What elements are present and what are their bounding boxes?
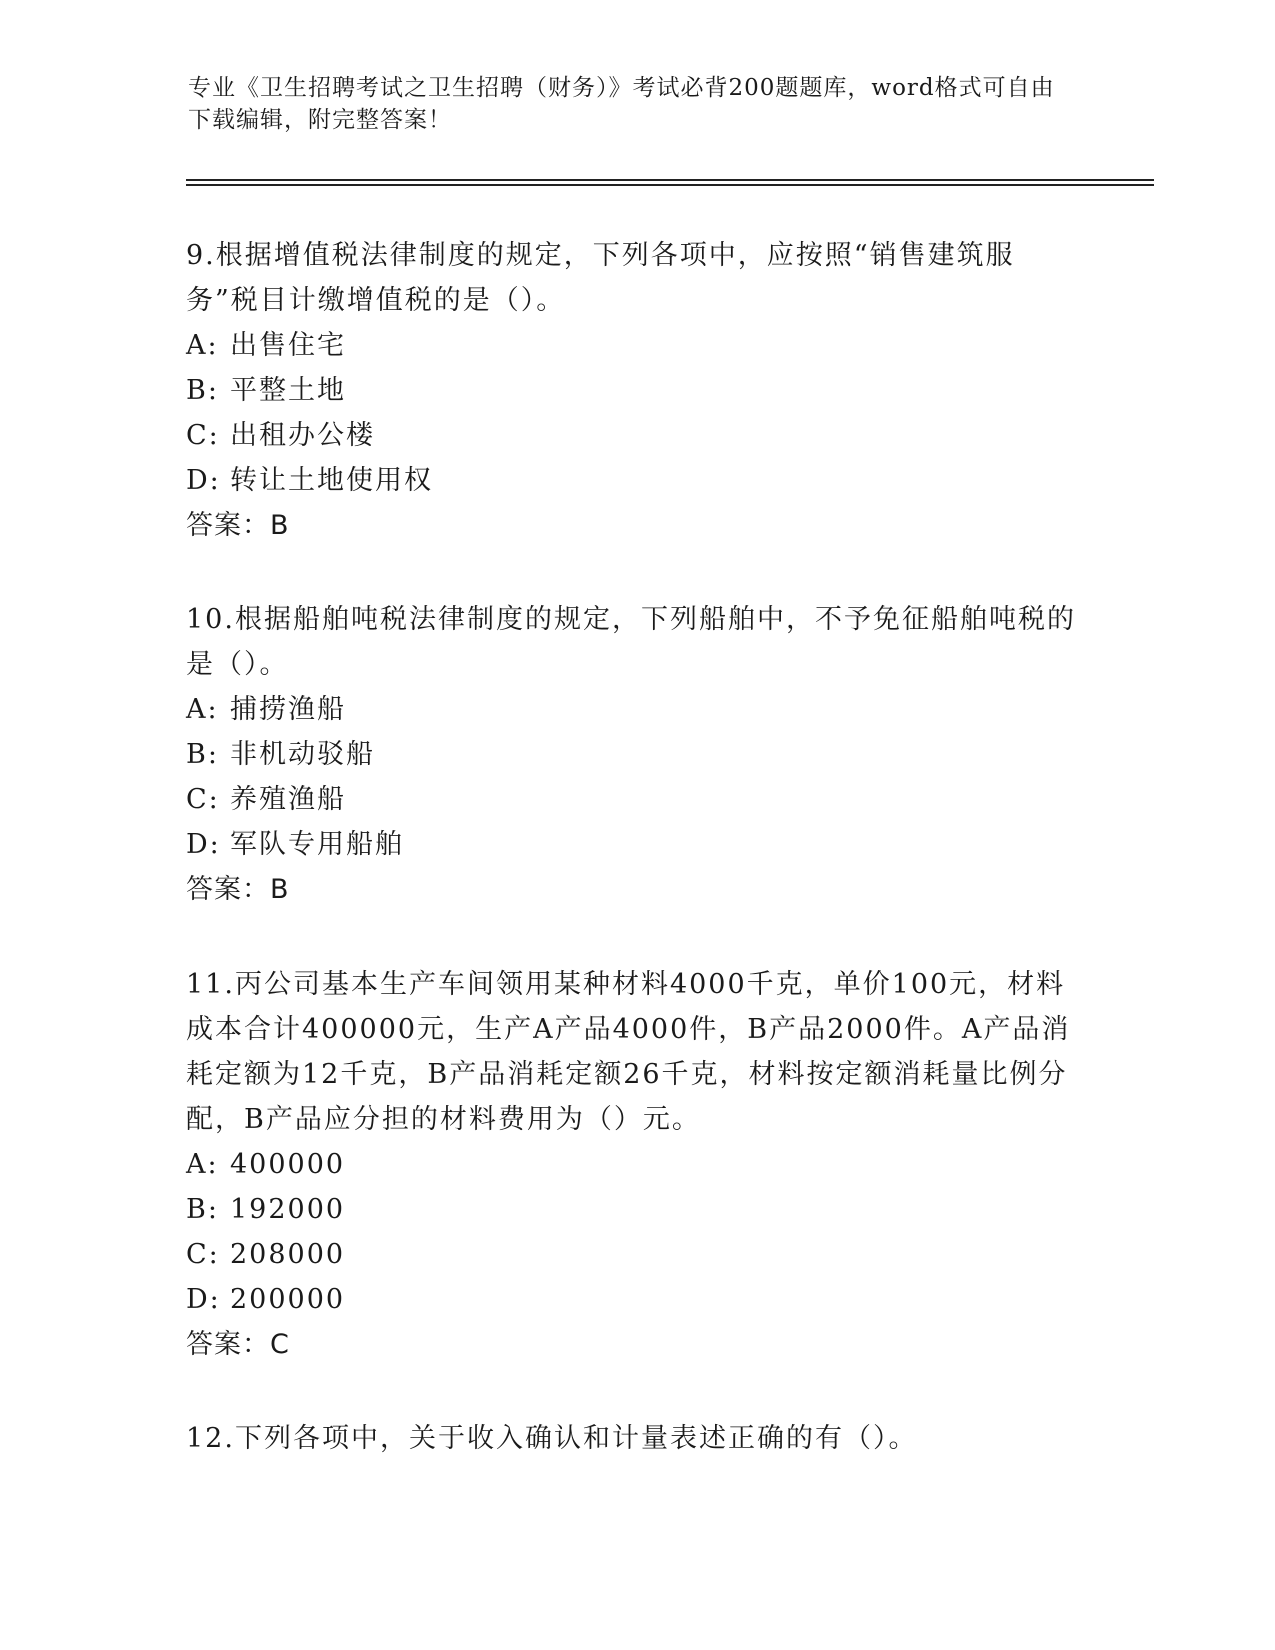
option-key: A: xyxy=(186,1149,219,1180)
option-list xyxy=(186,323,1086,503)
option-key: B: xyxy=(186,1194,219,1225)
option-key: A: xyxy=(186,694,219,725)
option-list xyxy=(186,1142,1086,1322)
question-12 xyxy=(186,1416,1086,1461)
option-text: 平整土地 xyxy=(230,375,346,406)
option-key: D: xyxy=(186,465,221,496)
option-key: D: xyxy=(186,829,221,860)
option-d xyxy=(186,1277,1086,1322)
answer-line: 答案：B xyxy=(186,510,290,541)
option-a xyxy=(186,1142,1086,1187)
option-a xyxy=(186,323,1086,368)
option-text: 非机动驳船 xyxy=(230,739,375,770)
answer-line: 答案：B xyxy=(186,874,290,905)
option-text: 军队专用船舶 xyxy=(230,829,404,860)
option-key: C: xyxy=(186,1239,220,1270)
option-text: 养殖渔船 xyxy=(230,784,346,815)
option-d xyxy=(186,822,1086,867)
question-10 xyxy=(186,597,1086,912)
document-header: 专业《卫生招聘考试之卫生招聘（财务）》考试必背200题题库，word格式可自由下载编辑，附完整答案！ xyxy=(188,75,1055,133)
question-stem: 11.丙公司基本生产车间领用某种材料4000千克，单价100元，材料成本合计400000元，生产A产品4000件，B产品2000件。A产品消耗定额为12千克，B产品消耗定额26千克，材料按定额消耗量比例分配，B产品应分担的材料费用为（）元。 xyxy=(186,969,1071,1135)
option-b xyxy=(186,732,1086,777)
option-b xyxy=(186,368,1086,413)
option-key: A: xyxy=(186,330,219,361)
answer-line: 答案：C xyxy=(186,1329,290,1360)
option-list xyxy=(186,687,1086,867)
option-text: 208000 xyxy=(230,1239,346,1270)
option-c xyxy=(186,413,1086,458)
option-c xyxy=(186,1232,1086,1277)
option-key: D: xyxy=(186,1284,221,1315)
option-key: C: xyxy=(186,420,220,451)
option-key: B: xyxy=(186,739,219,770)
option-c xyxy=(186,777,1086,822)
option-text: 400000 xyxy=(230,1149,346,1180)
header-divider-bottom xyxy=(186,184,1154,186)
option-a xyxy=(186,687,1086,732)
option-text: 192000 xyxy=(230,1194,346,1225)
header-divider-top xyxy=(186,179,1154,181)
question-9 xyxy=(186,233,1086,548)
option-key: C: xyxy=(186,784,220,815)
question-stem: 10.根据船舶吨税法律制度的规定，下列船舶中，不予免征船舶吨税的是（）。 xyxy=(186,604,1076,680)
option-text: 出租办公楼 xyxy=(230,420,375,451)
option-text: 转让土地使用权 xyxy=(230,465,433,496)
question-11 xyxy=(186,962,1086,1367)
option-b xyxy=(186,1187,1086,1232)
option-text: 捕捞渔船 xyxy=(230,694,346,725)
option-key: B: xyxy=(186,375,219,406)
question-stem: 12.下列各项中，关于收入确认和计量表述正确的有（）。 xyxy=(186,1423,918,1454)
question-stem: 9.根据增值税法律制度的规定，下列各项中，应按照“销售建筑服务”税目计缴增值税的是（）。 xyxy=(186,240,1015,316)
option-text: 出售住宅 xyxy=(230,330,346,361)
option-text: 200000 xyxy=(230,1284,346,1315)
option-d xyxy=(186,458,1086,503)
